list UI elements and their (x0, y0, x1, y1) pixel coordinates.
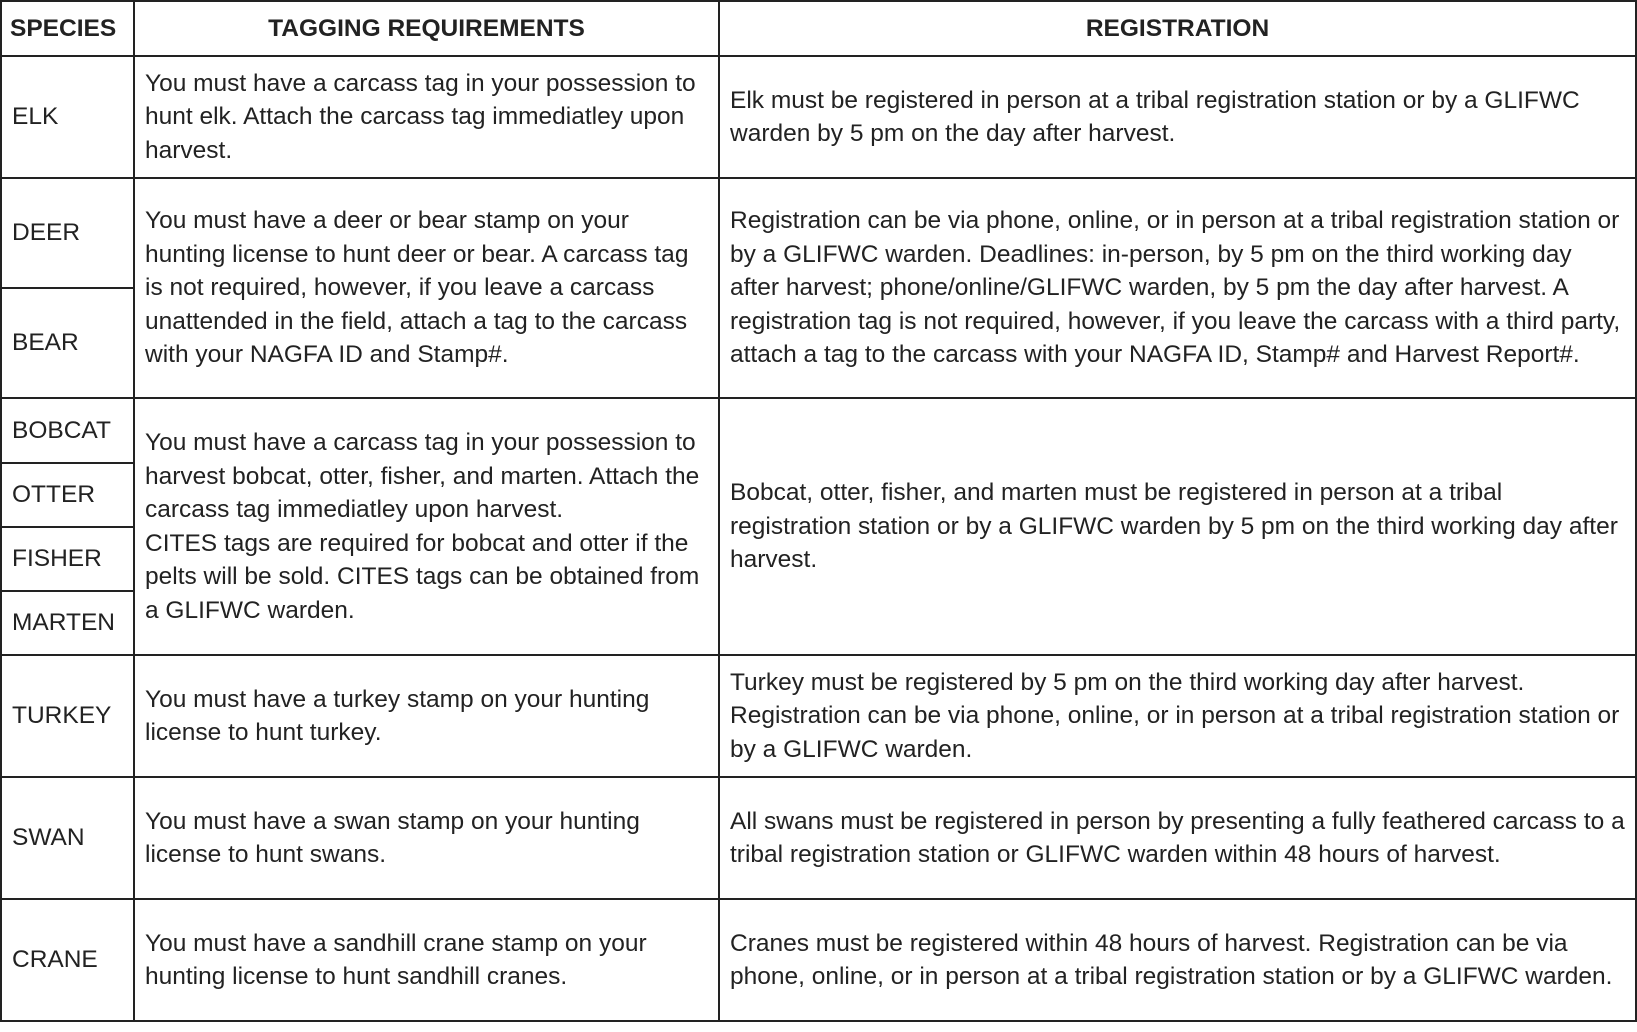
registration-turkey: Turkey must be registered by 5 pm on the third working day after harvest. Registration can be via phone, online, or in person at a tribal registration station or by a GLIFWC warden. (719, 655, 1636, 777)
registration-elk: Elk must be registered in person at a tribal registration station or by a GLIFWC warden by 5 pm on the day after harvest. (719, 56, 1636, 178)
species-fisher: FISHER (1, 527, 134, 591)
registration-crane: Cranes must be registered within 48 hours of harvest. Registration can be via phone, online, or in person at a tribal registration station or by a GLIFWC warden. (719, 899, 1636, 1021)
species-deer: DEER (1, 178, 134, 288)
species-elk: ELK (1, 56, 134, 178)
row-bobcat (1, 398, 1636, 463)
species-swan: SWAN (1, 777, 134, 899)
registration-deer-bear: Registration can be via phone, online, or in person at a tribal registration station or by a GLIFWC warden. Deadlines: in-person, by 5 pm on the third working day after harvest; phone/online/GLIFWC warden, by 5 pm the day after harvest. A registration tag is not required, however, if you leave the carcass with a third party, attach a tag to the carcass with your NAGFA ID, Stamp# and Harvest Report#. (719, 178, 1636, 398)
row-turkey (1, 655, 1636, 777)
tagging-swan: You must have a swan stamp on your hunting license to hunt swans. (134, 777, 719, 899)
row-elk (1, 56, 1636, 178)
tagging-furbearers: You must have a carcass tag in your possession to harvest bobcat, otter, fisher, and marten. Attach the carcass tag immediatley upon harvest. CITES tags are required for bobcat and otter if the pelts will be sold. CITES tags can be obtained from a GLIFWC warden. (134, 398, 719, 655)
species-marten: MARTEN (1, 591, 134, 655)
row-crane (1, 899, 1636, 1021)
registration-furbearers: Bobcat, otter, fisher, and marten must be registered in person at a tribal registration station or by a GLIFWC warden by 5 pm on the third working day after harvest. (719, 398, 1636, 655)
registration-swan: All swans must be registered in person by presenting a fully feathered carcass to a tribal registration station or GLIFWC warden within 48 hours of harvest. (719, 777, 1636, 899)
tagging-turkey: You must have a turkey stamp on your hunting license to hunt turkey. (134, 655, 719, 777)
species-turkey: TURKEY (1, 655, 134, 777)
row-swan (1, 777, 1636, 899)
header-registration: REGISTRATION (719, 1, 1636, 56)
species-bear: BEAR (1, 288, 134, 398)
species-crane: CRANE (1, 899, 134, 1021)
tagging-elk: You must have a carcass tag in your possession to hunt elk. Attach the carcass tag immediatley upon harvest. (134, 56, 719, 178)
row-deer (1, 178, 1636, 288)
tagging-crane: You must have a sandhill crane stamp on your hunting license to hunt sandhill cranes. (134, 899, 719, 1021)
header-tagging-requirements: TAGGING REQUIREMENTS (134, 1, 719, 56)
tagging-deer-bear: You must have a deer or bear stamp on your hunting license to hunt deer or bear. A carcass tag is not required, however, if you leave a carcass unattended in the field, attach a tag to the carcass with your NAGFA ID and Stamp#. (134, 178, 719, 398)
species-bobcat: BOBCAT (1, 398, 134, 463)
header-species: SPECIES (1, 1, 134, 56)
header-row (1, 1, 1636, 56)
species-otter: OTTER (1, 463, 134, 527)
